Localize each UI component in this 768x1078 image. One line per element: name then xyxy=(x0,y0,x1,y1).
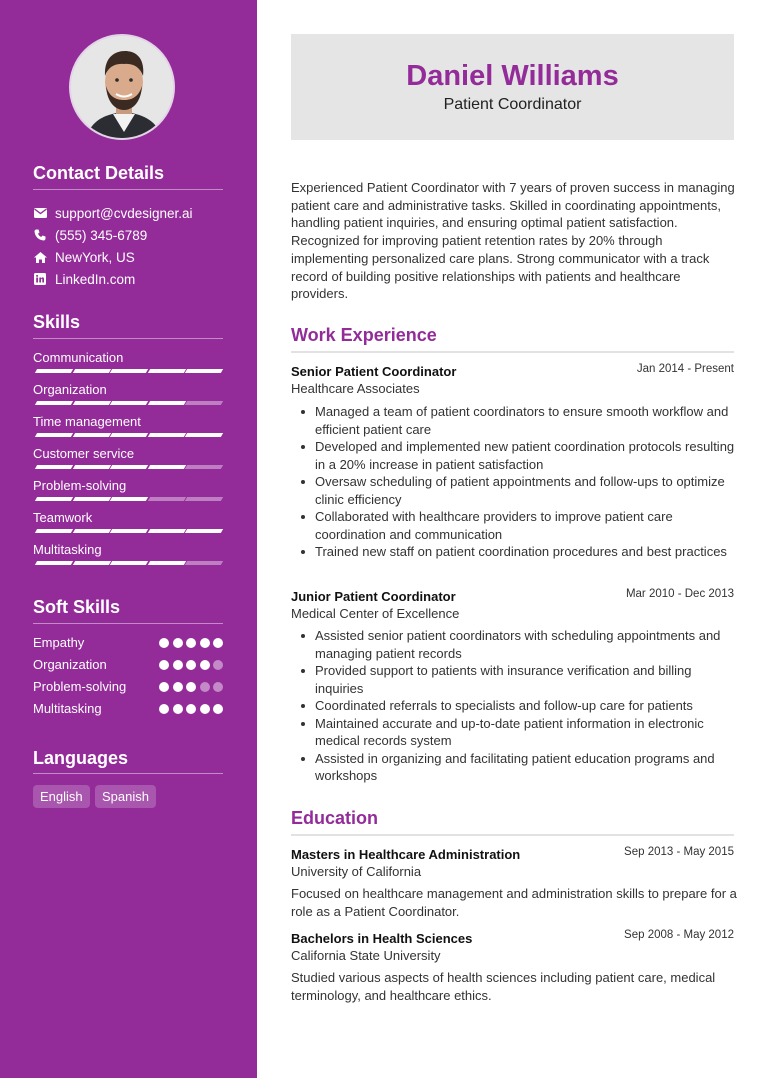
skill-item xyxy=(33,446,223,472)
skill-label: Teamwork xyxy=(33,510,93,525)
skill-level-segment xyxy=(147,433,185,437)
list-item: Maintained accurate and up-to-date patient information in electronic medical records system xyxy=(297,715,737,750)
skill-item xyxy=(33,542,223,568)
divider xyxy=(291,834,734,836)
skill-level-segment xyxy=(110,529,148,533)
skill-level-segment xyxy=(147,497,185,501)
education-date: Sep 2008 - May 2012 xyxy=(624,929,734,941)
skill-level-segment xyxy=(35,561,73,565)
rating-dot xyxy=(186,638,196,648)
skill-level-segment xyxy=(110,369,148,373)
contact-location-text: NewYork, US xyxy=(55,249,135,265)
list-item: Managed a team of patient coordinators to ensure smooth workflow and efficient patient care xyxy=(297,403,737,438)
soft-skill-item xyxy=(33,656,223,674)
home-icon xyxy=(33,250,47,264)
degree-title: Bachelors in Health Sciences xyxy=(291,931,473,946)
skill-level-segment xyxy=(185,497,223,501)
skill-level-bar xyxy=(33,465,223,470)
profile-summary: Experienced Patient Coordinator with 7 years of proven success in managing patient care and administrative tasks. Skilled in coordinating appointments, handling patient inquiries, and ensuring optimal patient satisfaction. Recognized for improving patient retention rates by 20% through implementing personalized care plans. Strong communicator with a track record of building positive relationships with patients and healthcare providers. xyxy=(291,180,735,302)
skill-level-segment xyxy=(147,561,185,565)
contact-email[interactable] xyxy=(33,203,233,223)
skill-label: Communication xyxy=(33,350,124,365)
rating-dot xyxy=(173,638,183,648)
education-description: Focused on healthcare management and administration skills to prepare for a role as a Patient Coordinator. xyxy=(291,886,737,919)
divider xyxy=(33,773,223,774)
profile-photo xyxy=(71,36,175,140)
language-badge: English xyxy=(33,785,90,808)
skill-label: Time management xyxy=(33,414,141,429)
skill-level-segment xyxy=(110,465,148,469)
job-bullets xyxy=(297,627,737,785)
candidate-title: Patient Coordinator xyxy=(443,96,582,113)
soft-skill-rating xyxy=(159,704,223,714)
list-item: Oversaw scheduling of patient appointments and follow-ups to optimize clinic efficiency xyxy=(297,473,737,508)
skill-level-bar xyxy=(33,529,223,534)
skill-level-segment xyxy=(72,497,110,501)
list-item: Trained new staff on patient coordination procedures and best practices xyxy=(297,543,737,561)
rating-dot xyxy=(173,682,183,692)
skill-item xyxy=(33,478,223,504)
work-experience-heading: Work Experience xyxy=(291,325,437,345)
skill-level-segment xyxy=(185,369,223,373)
skill-level-bar xyxy=(33,497,223,502)
skill-level-segment xyxy=(185,465,223,469)
skill-level-segment xyxy=(35,465,73,469)
skill-level-segment xyxy=(185,401,223,405)
contact-phone-text: (555) 345-6789 xyxy=(55,227,148,243)
rating-dot xyxy=(200,638,210,648)
skill-level-segment xyxy=(35,529,73,533)
skill-level-segment xyxy=(72,369,110,373)
phone-icon xyxy=(33,228,47,242)
skill-level-segment xyxy=(110,433,148,437)
list-item: Coordinated referrals to specialists and follow-up care for patients xyxy=(297,697,737,715)
soft-skill-rating xyxy=(159,638,223,648)
contact-linkedin[interactable] xyxy=(33,269,233,289)
divider xyxy=(33,623,223,624)
school-name: University of California xyxy=(291,864,422,879)
skill-item xyxy=(33,382,223,408)
skill-level-bar xyxy=(33,561,223,566)
skill-item xyxy=(33,510,223,536)
soft-skill-item xyxy=(33,700,223,718)
rating-dot xyxy=(159,682,169,692)
job-title: Senior Patient Coordinator xyxy=(291,364,457,379)
job-date: Mar 2010 - Dec 2013 xyxy=(625,588,734,600)
candidate-name: Daniel Williams xyxy=(406,60,619,92)
rating-dot xyxy=(213,682,223,692)
skill-label: Multitasking xyxy=(33,542,102,557)
rating-dot xyxy=(213,660,223,670)
divider xyxy=(291,351,734,353)
skill-label: Problem-solving xyxy=(33,478,127,493)
skill-level-bar xyxy=(33,369,223,374)
education-date: Sep 2013 - May 2015 xyxy=(624,846,734,858)
skill-level-segment xyxy=(147,465,185,469)
skill-level-segment xyxy=(35,401,73,405)
rating-dot xyxy=(200,660,210,670)
rating-dot xyxy=(159,638,169,648)
skill-level-segment xyxy=(72,465,110,469)
skill-level-bar xyxy=(33,401,223,406)
soft-skill-item xyxy=(33,678,223,696)
name-header xyxy=(291,34,734,140)
rating-dot xyxy=(186,660,196,670)
skill-level-segment xyxy=(72,529,110,533)
list-item: Collaborated with healthcare providers to improve patient care coordination and communication xyxy=(297,508,737,543)
soft-skill-label: Problem-solving xyxy=(33,679,127,694)
soft-skill-item xyxy=(33,634,223,652)
skill-level-segment xyxy=(185,561,223,565)
skill-level-bar xyxy=(33,433,223,438)
divider xyxy=(33,338,223,339)
skill-level-segment xyxy=(110,561,148,565)
skill-level-segment xyxy=(147,369,185,373)
job-title: Junior Patient Coordinator xyxy=(291,589,456,604)
list-item: Developed and implemented new patient coordination protocols resulting in a 20% increase in patient satisfaction xyxy=(297,438,737,473)
skill-level-segment xyxy=(185,529,223,533)
education-heading: Education xyxy=(291,808,379,828)
rating-dot xyxy=(159,704,169,714)
skill-item xyxy=(33,414,223,440)
school-name: California State University xyxy=(291,948,441,963)
list-item: Assisted in organizing and facilitating patient education programs and workshops xyxy=(297,750,737,785)
degree-title: Masters in Healthcare Administration xyxy=(291,847,521,862)
education-description: Studied various aspects of health sciences including patient care, medical terminology, and healthcare ethics. xyxy=(291,970,716,1003)
skill-level-segment xyxy=(72,561,110,565)
soft-skill-label: Multitasking xyxy=(33,701,102,716)
skill-level-segment xyxy=(185,433,223,437)
skill-level-segment xyxy=(35,369,73,373)
skills-heading: Skills xyxy=(33,312,81,332)
languages-heading: Languages xyxy=(33,748,129,768)
avatar xyxy=(69,34,175,140)
skill-label: Organization xyxy=(33,382,107,397)
contact-email-text: support@cvdesigner.ai xyxy=(55,205,193,221)
skill-level-segment xyxy=(72,433,110,437)
contact-linkedin-text: LinkedIn.com xyxy=(55,271,136,287)
job-bullets xyxy=(297,403,737,561)
list-item: Provided support to patients with insurance verification and billing inquiries xyxy=(297,662,737,697)
contact-phone[interactable] xyxy=(33,225,233,245)
sidebar xyxy=(0,0,257,1078)
divider xyxy=(33,189,223,190)
rating-dot xyxy=(200,682,210,692)
skill-level-segment xyxy=(147,401,185,405)
linkedin-icon xyxy=(33,272,47,286)
soft-skill-label: Empathy xyxy=(33,635,85,650)
list-item: Assisted senior patient coordinators with scheduling appointments and managing patient records xyxy=(297,627,737,662)
job-company: Medical Center of Excellence xyxy=(291,606,460,621)
skill-level-segment xyxy=(110,401,148,405)
skill-level-segment xyxy=(147,529,185,533)
rating-dot xyxy=(213,638,223,648)
rating-dot xyxy=(186,682,196,692)
rating-dot xyxy=(173,704,183,714)
skill-level-segment xyxy=(35,433,73,437)
rating-dot xyxy=(200,704,210,714)
rating-dot xyxy=(173,660,183,670)
skill-level-segment xyxy=(110,497,148,501)
rating-dot xyxy=(213,704,223,714)
skill-item xyxy=(33,350,223,376)
job-company: Healthcare Associates xyxy=(291,381,420,396)
job-date: Jan 2014 - Present xyxy=(636,363,734,375)
soft-skill-label: Organization xyxy=(33,657,107,672)
contact-heading: Contact Details xyxy=(33,163,165,183)
rating-dot xyxy=(159,660,169,670)
envelope-icon xyxy=(33,206,47,220)
soft-skills-heading: Soft Skills xyxy=(33,597,121,617)
skill-level-segment xyxy=(35,497,73,501)
skill-level-segment xyxy=(72,401,110,405)
soft-skill-rating xyxy=(159,682,223,692)
contact-location xyxy=(33,247,233,267)
language-badge: Spanish xyxy=(95,785,156,808)
rating-dot xyxy=(186,704,196,714)
skill-label: Customer service xyxy=(33,446,135,461)
soft-skill-rating xyxy=(159,660,223,670)
